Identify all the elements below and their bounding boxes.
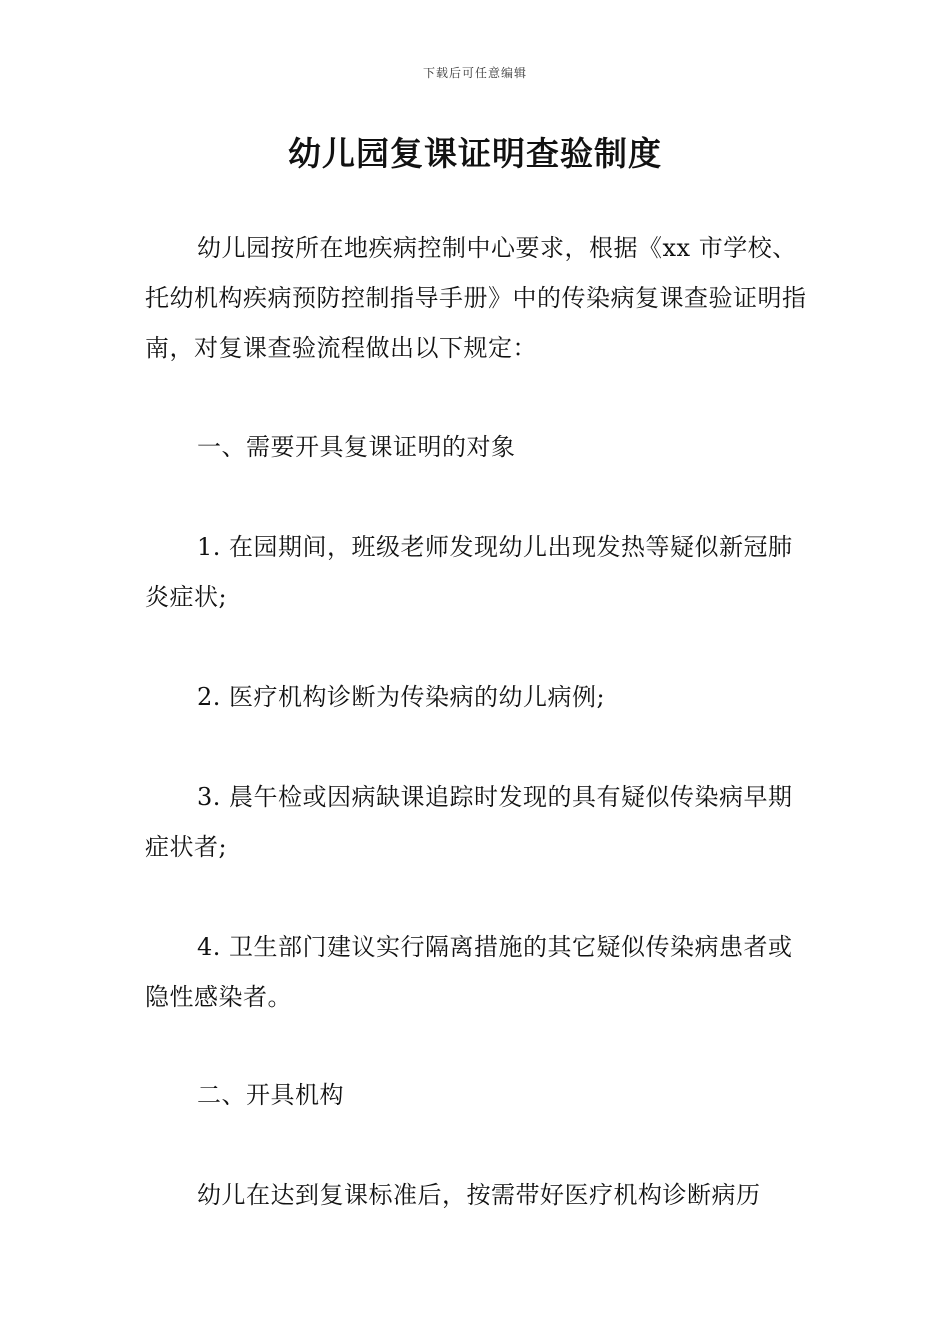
list-item bbox=[145, 772, 810, 872]
section-heading-2 bbox=[145, 1070, 810, 1120]
paragraph-return: 幼儿在达到复课标准后，按需带好医疗机构诊断病历 bbox=[197, 1181, 761, 1209]
document-title: 幼儿园复课证明查验制度 bbox=[288, 134, 662, 173]
item-2: 2. 医疗机构诊断为传染病的幼儿病例; bbox=[197, 683, 606, 711]
item-4: 4. 卫生部门建议实行隔离措施的其它疑似传染病患者或隐性感染者。 bbox=[145, 933, 793, 1011]
item-3: 3. 晨午检或因病缺课追踪时发现的具有疑似传染病早期症状者; bbox=[145, 783, 793, 861]
item-1: 1. 在园期间，班级老师发现幼儿出现发热等疑似新冠肺炎症状; bbox=[145, 533, 793, 611]
list-item bbox=[145, 672, 810, 722]
section-heading-1 bbox=[145, 422, 810, 472]
header-note: 下载后可任意编辑 bbox=[422, 66, 527, 80]
list-item bbox=[145, 522, 810, 622]
heading-targets: 一、需要开具复课证明的对象 bbox=[197, 433, 516, 461]
list-item bbox=[145, 922, 810, 1022]
paragraph-intro: 幼儿园按所在地疾病控制中心要求，根据《xx 市学校、托幼机构疾病预防控制指导手册》中的传染病复课查验证明指南，对复课查验流程做出以下规定： bbox=[145, 234, 807, 362]
intro-paragraph bbox=[145, 223, 810, 373]
heading-institution: 二、开具机构 bbox=[197, 1081, 344, 1109]
closing-paragraph bbox=[145, 1170, 810, 1220]
